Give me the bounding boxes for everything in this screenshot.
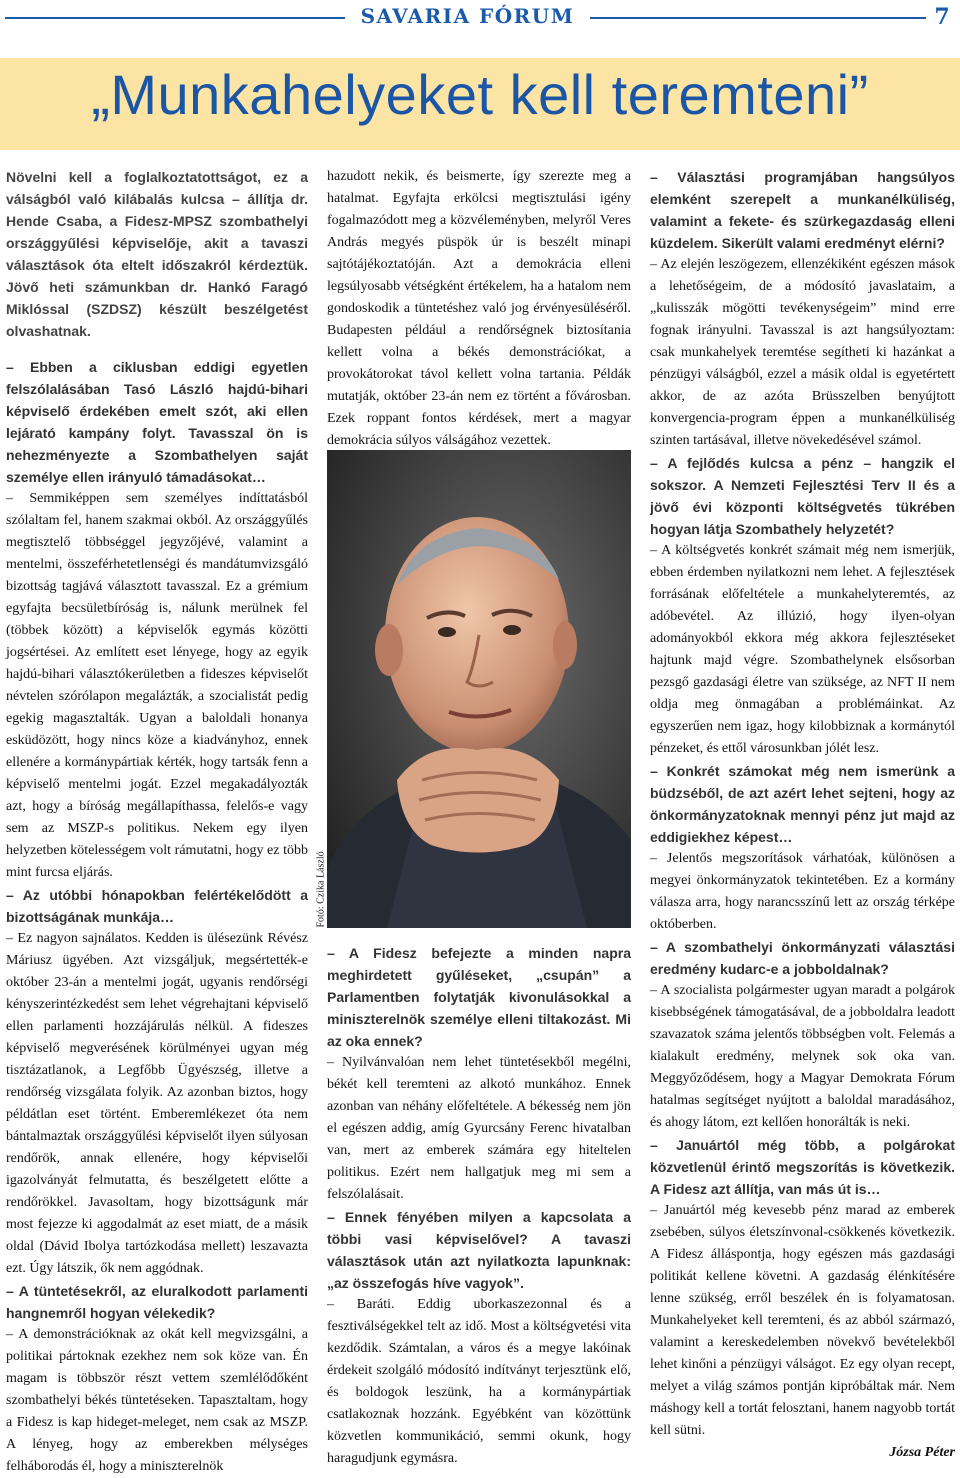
photo-credit <box>311 850 325 930</box>
answer-7: – A költségvetés konkrét számait még nem ismerjük, ebben érdemben nyilatkozni nem lehet. A fejlesztések forrásának előfeltétele a munkahelyteremtés, az adóbevétel. Az illúzió, hogy ilyen-olyan adományokból ekkora még akkora fejlesztéseket hajtunk majd végre. Szombathelynek elsősorban pezsgő gazdasági életre van szüksége, az NFT II nem oldja meg önmagában a problémáinkat. Az egyszerűen nem igaz, hogy kilobbiznak a kormánytól pénzeket, és ettől városunkban jólét lesz. <box>650 543 955 756</box>
publication-name: SAVARIA FÓRUM <box>360 4 575 28</box>
question-6: – Választási programjában hangsúlyos elemként szerepelt a munkanélküliség, valamint a fekete- és szürkegazdaság elleni küzdelem. Sikerült valami eredményt elérni? <box>650 169 955 251</box>
question-5: – Ennek fényében milyen a kapcsolata a többi vasi képviselővel? A tavaszi választások után azt nyilatkozta lapunknak: „az összefogás híve vagyok”. <box>327 1209 631 1291</box>
author-byline: Józsa Péter <box>889 1445 955 1460</box>
question-9: – A szombathelyi önkormányzati választási eredmény kudarc-e a jobboldalnak? <box>650 939 955 977</box>
answer-3: – A demonstrációknak az okát kell megvizsgálni, a politikai pártoknak ezekhez nem sok köze van. Én magam is többször részt vettem szemlélődőként szombathelyi békés tüntetéseken. Tapasztaltam, hogy a Fidesz is kap hideget-meleget, nem csak az MSZP. A lényeg, hogy az emberekben mélységes felháborodás él, hogy a miniszterelnök <box>6 1327 308 1474</box>
answer-8: – Jelentős megszorítások várhatóak, különösen a megyei önkormányzatok tekintetében. Ez a kormány válasza arra, hogy narancsszínű lett az ország térképe októberben. <box>650 851 955 932</box>
answer-6: – Az elején leszögezem, ellenzékiként egészen mások a lehetőségeim, de a módosító javaslataim, a „kulisszák mögötti tevékenységeim” mind erre fognak irányulni. Tavasszal is azt hangsúlyoztam: csak munkahelyek teremtése segítheti ki hazánkat a pénzügyi válságból, ezzel a másik oldal is egyetértett akkor, de az azóta Brüsszelben benyújtott konvergencia-program éppen a munkanélküliség szinten tartásával, illetve növekedésével számol. <box>650 257 955 448</box>
article-lead: Növelni kell a foglalkoztatottságot, ez a válságból való kilábalás kulcsa – állítja dr. Hende Csaba, a Fidesz-MPSZ szombathelyi országgyűlési képviselője, akit a tavaszi választások óta eltelt időszakról kérdeztük. Jövő heti számunkban dr. Hankó Faragó Miklóssal (SZDSZ) készült beszélgetést olvashatnak. <box>6 169 308 339</box>
answer-4: – Nyilvánvalóan nem lehet tüntetésekből megélni, békét kell teremteni az alkotó munkához. Ennek azonban van néhány előfeltétele. A békesség nem jön el egészen addig, amíg Gyurcsány Ferenc hivatalban van, mert az emberek számára egy hiteltelen politikus. Ezért nem hallgatjuk meg mi sem a felszólalásait. <box>327 1055 631 1202</box>
photo-credit-text: Fotó: Czika László <box>315 851 327 928</box>
question-3: – A tüntetésekről, az eluralkodott parlamenti hangnemről hogyan vélekedik? <box>6 1283 308 1321</box>
answer-2: – Ez nagyon sajnálatos. Kedden is ülésezünk Révész Máriusz ügyében. Azt vizsgáljuk, megsértették-e október 23-án a mentelmi jogát, ugyanis rendőrségi kényszerintézkedést sem lehet végrehajtani képviselő ellen parlamenti hozzájárulás nélkül. A fideszes képviselő megverésének körülményei ugyan még tisztázatlanok, a Legfőbb Ügyészség, illetve a rendőrség vizsgálata folyik. Az azonban biztos, hogy példátlan eset történt. Emberemlékezet óta nem bántalmaztak országgyűlési képviselőt ilyen súlyosan rendőrök, annak ellenére, hogy képviselői igazolványát felmutatta, és beszélgetett előtte a rendőrökkel. Javasoltam, hogy bizottságunk már most fejezze ki aggodalmát az eset miatt, de a másik oldal (Dávid Ibolya tartózkodása mellett) leszavazta ezt. Úgy látszik, ők nem aggódnak. <box>6 931 308 1276</box>
column-2-bottom <box>327 942 631 1470</box>
column-2-top <box>327 166 631 452</box>
page-number: 7 <box>934 4 950 30</box>
question-7: – A fejlődés kulcsa a pénz – hangzik el sokszor. A Nemzeti Fejlesztési Terv II és a jövő évi központi költségvetés tükrében hogyan látja Szombathely helyzetét? <box>650 455 955 537</box>
portrait-photo <box>327 450 631 928</box>
header-rule-right <box>590 17 926 19</box>
answer-9: – A szocialista polgármester ugyan maradt a polgárok kisebbségének támogatásával, de a jobboldalra leadott szavazatok száma jelentős többségben volt. Felemás a kialakult eredmény, melynek sok oka van. Meggyőződésem, hogy a Magyar Demokrata Fórum hatalmas segítséget nyújtott a baloldal maradásához, és ahogy látom, ezt kellően honorálták is neki. <box>650 983 955 1130</box>
column-3 <box>650 166 955 1464</box>
answer-1: – Semmiképpen sem személyes indíttatásból szólaltam fel, hanem szakmai okból. Az országgyűlés megtisztelő többséggel jegyzőjévé, valamint a mentelmi, összeférhetetlenségi és mandátumvizsgáló bizottság tagjává választott tavasszal. Ez a grémium egyfajta becsületbíróság is, nálunk merülnek fel (többek között) a képviselők egymás közötti jogsértései. Az említett eset lényege, hogy az egyik hajdú-bihari választókerületben a fideszes képviselőt névtelen szórólapon megalázták, a szocialistát pedig egekig magasztalták. Ugyan a baloldali honanya esküdözött, hogy nincs köze a kiadványhoz, ennek ellenére a kormánypártiak kérték, hogy tartsák fenn a képviselő mentelmi jogát. Ezzel megakadályozták azt, hogy a bíróság megállapíthassa, felelős-e vagy sem az MSZP-s politikus. Nekem egy ilyen helyzetben kötelességem volt rámutatni, hogy ez több mint furcsa eljárás. <box>6 491 308 880</box>
column-1 <box>6 166 308 1478</box>
article-title: „Munkahelyeket kell teremteni” <box>91 63 869 126</box>
answer-10: – Januártól még kevesebb pénz marad az emberek zsebében, súlyos életszínvonal-csökkenés következik. A Fidesz álláspontja, hogy egészen más gazdasági politikát kellene követni. A gazdaság élénkítésére lenne szükség, erről beszélek én is folyamatosan. Munkahelyeket kell teremteni, és az abból származó, valamint a kereskedelemben növekvő bevételekből lehet kinőni a pénzügyi válságot. Ez egy olyan recept, melyet a világ számos pontján kipróbáltak már. Nem máshogy kell a tortát felosztani, hanem nagyobb tortát kell sütni. <box>650 1203 955 1438</box>
question-8: – Konkrét számokat még nem ismerünk a büdzséből, de azt azért lehet sejteni, hogy az önkormányzatoknak mennyi pénz jut majd az eddigiekhez képest… <box>650 763 955 845</box>
question-2: – Az utóbbi hónapokban felértékelődött a bizottságának munkája… <box>6 887 308 925</box>
header-rule-left <box>5 17 345 19</box>
portrait-illustration <box>327 450 631 928</box>
question-10: – Januártól még több, a polgárokat közvetlenül érintő megszorítás is következik. A Fidesz azt állítja, van más út is… <box>650 1137 955 1197</box>
answer-3-continued: hazudott nekik, és beismerte, így szerezte meg a hatalmat. Egyfajta erkölcsi megtisztulási igény fogalmazódott meg a közvéleményben, melyről Veres András megyés püspök úr is beszélt minapi sajtótájékoztatóján. Azt a demokrácia elleni legsúlyosabb vétségként értékelem, ha a hatalom nem gondoskodik a tüntetéshez való jog érvényesüléséről. Budapesten például a rendőrségnek biztosítania kellett volna a békés demonstrációkat, a provokátorokat távol kellett volna tartania. Példák mutatják, október 23-án nem ez történt a fővárosban. Ezek roppant fontos kérdések, mert a magyar demokrácia súlyos válságához vezettek. <box>327 169 631 448</box>
answer-5: – Baráti. Eddig uborkaszezonnal és a fesztiválségekkel telt az idő. Most a költségvetési vita kezdődik. Számtalan, a város és a megye lakóinak érdekeit szolgáló módosító indítványt terjesztünk elő, és boldogok leszünk, ha a kormánypártiak csatlakoznak hozzánk. Egyébként van közöttünk közvetlen kommunikáció, semmi okunk, hogy haragudjunk egymásra. <box>327 1297 631 1466</box>
question-4: – A Fidesz befejezte a minden napra meghirdetett gyűléseket, „csupán” a Parlamentben folytatják kivonulásokkal a miniszterelnök személye elleni tiltakozást. Mi az oka ennek? <box>327 945 631 1049</box>
question-1: – Ebben a ciklusban eddigi egyetlen felszólalásában Tasó László hajdú-bihari képviselő érdekében emelt szót, aki ellen lejárató kampány folyt. Tavasszal ön is nehezményezte a Szombathelyen saját személye ellen irányuló támadásokat… <box>6 359 308 485</box>
